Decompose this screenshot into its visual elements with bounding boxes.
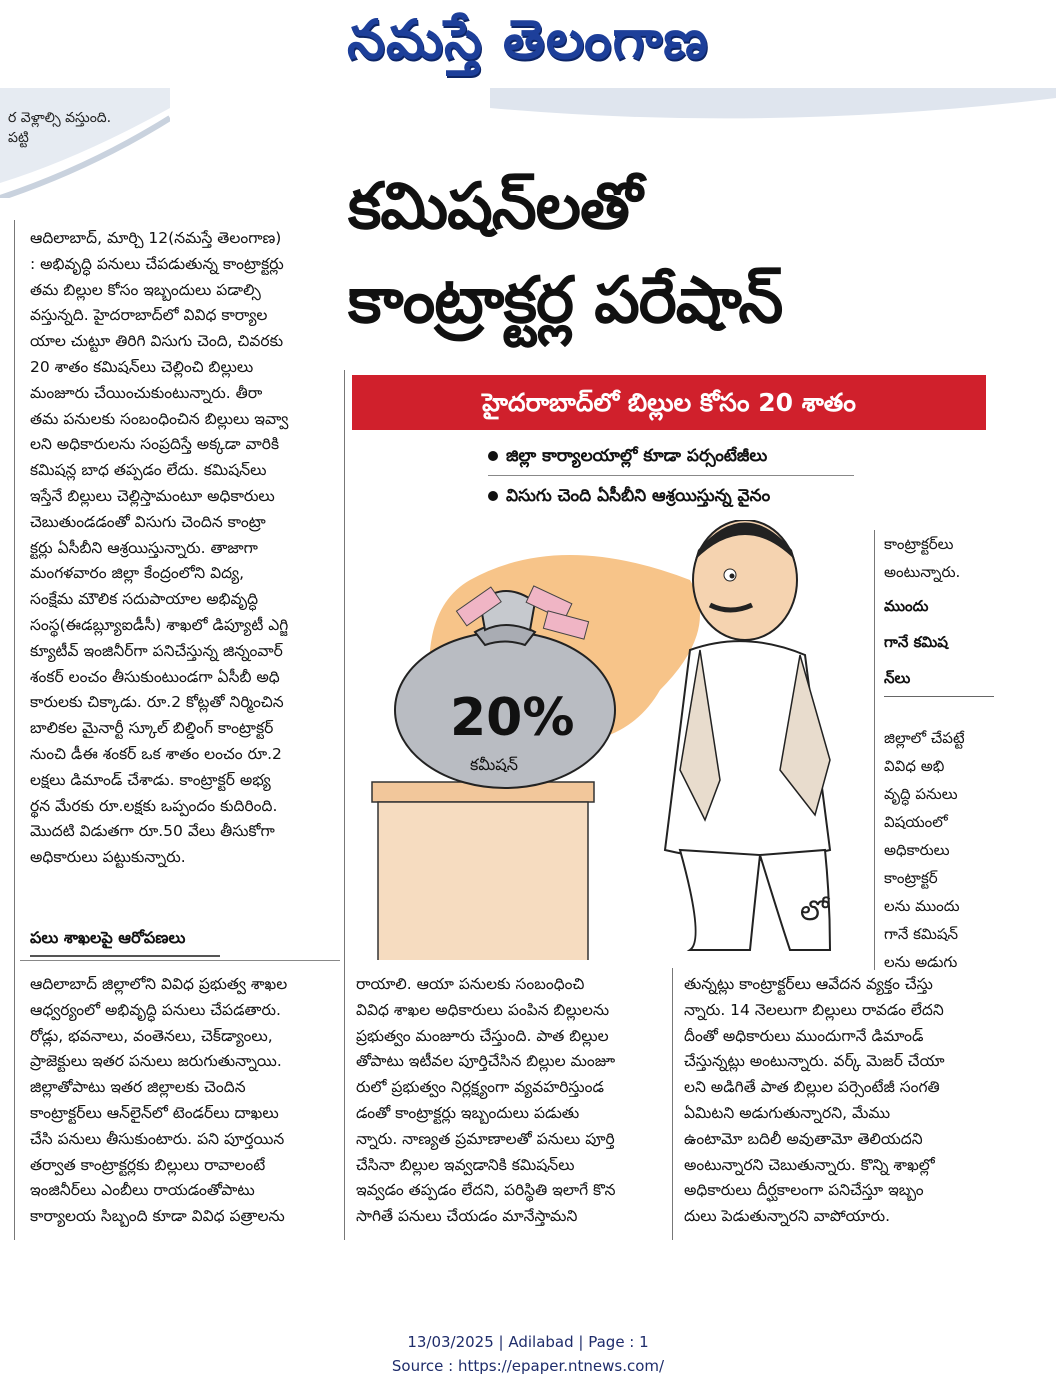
sidebar-body-line: విషయంలో — [884, 813, 948, 831]
top-fragment-line2: పట్టి — [8, 130, 29, 146]
column1-line: మంజూరు చేయించుకుంటున్నారు. తీరా — [30, 383, 263, 402]
column1-line: లని అధికారులను సంప్రదిస్తే అక్కడా వారికి — [30, 435, 280, 454]
sidebar-subhead — [884, 588, 994, 696]
column3-line: ఏమిటని అడుగుతున్నారని, మేము — [684, 1103, 891, 1122]
bag-percent-label: 20% — [450, 688, 575, 748]
column1-line: ఇస్తేనే బిల్లులు చెల్లిస్తామంటూ అధికారులు — [30, 486, 275, 505]
column1-line: చెబుతుండడంతో విసుగు చెందిన కాంట్రా — [30, 512, 266, 531]
column1b-line: జిల్లాతోపాటు ఇతర జిల్లాలకు చెందిన — [30, 1078, 246, 1097]
footer-source-link[interactable]: Source : https://epaper.ntnews.com/ — [391, 1357, 665, 1375]
column1b-line: కాంట్రాక్టర్‌లు ఆన్‌లైన్‌లో టెండర్‌లు దాఖలు — [30, 1103, 279, 1122]
column1-line: తమ బిల్లుల కోసం ఇబ్బందులు పడాల్సి — [30, 280, 261, 299]
top-swoosh-graphic — [490, 88, 1056, 128]
column1-line: యాల చుట్టూ తిరిగి విసుగు చెంది, చివరకు — [30, 332, 284, 351]
column1b-line: ఇంజినీర్‌లు ఎంబీలు రాయడంతోపాటు — [30, 1181, 255, 1200]
column1-line: ఆదిలాబాద్, మార్చి 12(నమస్తే తెలంగాణ) — [30, 229, 282, 247]
article-column-1 — [30, 226, 335, 871]
column1-line: వస్తున్నది. హైదరాబాద్‌లో వివిధ కార్యాల — [30, 306, 268, 325]
column-divider — [344, 370, 345, 1240]
bullet-dot-icon — [488, 451, 498, 461]
column1-line: సంస్థ(ఈడబ్ల్యూఐడీసీ) శాఖలో డిప్యూటీ ఎగ్జి — [30, 615, 289, 634]
column3-line: ఉంటామో బదిలీ అవుతామో తెలియదని — [684, 1129, 923, 1148]
sidebar-subhead-line: గానే కమిష — [884, 633, 948, 651]
headline-line2: కాంట్రాక్టర్ల పరేషాన్ — [348, 264, 783, 338]
article-column-2 — [356, 972, 664, 1230]
masthead-title: నమస్తే తెలంగాణ — [347, 8, 709, 71]
column-divider — [672, 968, 673, 1240]
bullet-text-2: విసుగు చెంది ఏసీబీని ఆశ్రయిస్తున్న వైనం — [506, 486, 771, 506]
column2-line: రులో ప్రభుత్వం నిర్లక్ష్యంగా వ్యవహరిస్తుండ — [356, 1078, 604, 1097]
sidebar-body — [884, 724, 994, 976]
column2-line: చేసినా బిల్లుల ఇవ్వడానికి కమిషన్‌లు — [356, 1155, 575, 1174]
column1-line: 20 శాతం కమిషన్‌లు చెల్లించి బిల్లులు — [30, 357, 254, 376]
column3-line: అధికారులు దీర్ఘకాలంగా పనిచేస్తూ ఇబ్బం — [684, 1181, 924, 1200]
article-column-1-cont — [30, 972, 335, 1230]
column1-line: లక్షలు డిమాండ్ చేశాడు. కాంట్రాక్టర్ అభ్య — [30, 770, 271, 789]
column1-line: మొదటి విడుతగా రూ.50 వేలు తీసుకోగా — [30, 822, 275, 841]
article-column-3 — [684, 972, 988, 1230]
column1-line: మంగళవారం జిల్లా కేంద్రంలోని విద్య, — [30, 564, 245, 583]
column1-line: అధికారులు పట్టుకున్నారు. — [30, 848, 186, 867]
column1-line: ర్థన మేరకు రూ.లక్షకు ఒప్పందం కుదిరింది. — [30, 796, 278, 815]
sidebar-body-line: గానే కమిషన్ — [884, 925, 959, 943]
column1b-line: చేసి పనులు తీసుకుంటారు. పని పూర్తయిన — [30, 1129, 285, 1148]
column1-line: కమిషన్ల బాధ తప్పడం లేదు. కమిషన్‌లు — [30, 461, 267, 480]
column3-line: అంటున్నారని చెబుతున్నారు. కొన్ని శాఖల్లో — [684, 1155, 935, 1174]
sidebar-body-line: లను అడుగు — [884, 953, 958, 971]
column3-line: దీంతో అధికారులు ముందుగానే డిమాండ్ — [684, 1026, 924, 1045]
top-fragment-line1: ర వెళ్లాల్సి వస్తుంది. — [8, 110, 112, 126]
headline-line1: కమిషన్‌లతో — [348, 170, 642, 244]
sidebar-subhead-line: న్‌లు — [884, 669, 911, 687]
column2-line: రాయాలి. ఆయా పనులకు సంబంధించి — [356, 975, 585, 993]
section-rule — [20, 960, 340, 961]
column1-line: సంక్షేమ మౌలిక సదుపాయాల అభివృద్ధి — [30, 590, 259, 609]
bullet-item-1 — [488, 446, 854, 476]
column1-line: నుంచి డీఈ శంకర్ ఒక శాతం లంచం రూ.2 — [30, 744, 282, 763]
sidebar-rule — [884, 696, 994, 697]
bullet-text-1: జిల్లా కార్యాలయాల్లో కూడా పర్సంటేజీలు — [506, 446, 768, 466]
column1-line: క్యూటీవ్ ఇంజినీర్‌గా పనిచేస్తున్న జిన్నంవార్ — [30, 641, 283, 660]
bullet-dot-icon — [488, 491, 498, 501]
sidebar-top-line: కాంట్రాక్టర్‌లు — [884, 535, 954, 553]
column2-line: ఇవ్వడం తప్పడం లేదని, పరిస్థితి ఇలాగే కొన — [356, 1181, 616, 1200]
column3-line: చేస్తున్నట్లు అంటున్నారు. వర్క్ మెజర్ చేయా — [684, 1052, 945, 1071]
footer-date-edition: 13/03/2025 | Adilabad | Page : 1 — [407, 1333, 649, 1351]
sidebar-subhead-line: ముందు — [884, 597, 929, 615]
column3-line: న్నారు. 14 నెలలుగా బిల్లులు రావడం లేదని — [684, 1000, 944, 1019]
cartoon-illustration — [360, 520, 870, 960]
column3-line: తున్నట్లు కాంట్రాక్టర్‌లు ఆవేదన వ్యక్తం చేస్తు — [684, 975, 933, 993]
column1-left-divider — [14, 220, 15, 1240]
sidebar-body-line: వివిధ అభి — [884, 757, 945, 775]
column1-line: : అభివృద్ధి పనులు చేపడుతున్న కాంట్రాక్టర్లు — [30, 254, 284, 273]
column2-line: సాగితే పనులు చేయడం మానేస్తామని — [356, 1207, 578, 1226]
sidebar-top-line: అంటున్నారు. — [884, 563, 961, 581]
sidebar-body-line: వృద్ధి పనులు — [884, 785, 958, 803]
sidebar-top — [884, 530, 994, 586]
column1-line: క్టర్లు ఏసీబీని ఆశ్రయిస్తున్నారు. తాజాగా — [30, 538, 258, 557]
subheadline-band: హైదరాబాద్‌లో బిల్లుల కోసం 20 శాతం — [352, 375, 986, 430]
sidebar-body-line: జిల్లాలో చేపట్టే — [884, 729, 965, 747]
section-subhead: పలు శాఖలపై ఆరోపణలు — [30, 928, 220, 957]
sidebar-divider — [874, 530, 875, 970]
column1b-line: ఆధ్వర్యంలో అభివృద్ధి పనులు చేపడతారు. — [30, 1000, 281, 1019]
column2-line: న్నారు. నాణ్యత ప్రమాణాలతో పనులు పూర్తి — [356, 1129, 615, 1148]
bullet-item-2 — [488, 486, 854, 515]
column1b-line: రోడ్లు, భవనాలు, వంతెనలు, చెక్‌డ్యాంలు, — [30, 1026, 273, 1045]
column1b-line: కార్యాలయ సిబ్బంది కూడా వివిధ పత్రాలను — [30, 1207, 285, 1226]
column1-line: కారులకు చిక్కాడు. రూ.2 కోట్లతో నిర్మించిన — [30, 693, 284, 712]
column1-line: శంకర్ లంచం తీసుకుంటుండగా ఏసీబీ అధి — [30, 667, 280, 686]
column2-line: వివిధ శాఖల అధికారులు పంపిన బిల్లులను — [356, 1000, 610, 1019]
column3-line: దులు పెడుతున్నారని వాపోయారు. — [684, 1207, 891, 1226]
column1b-line: ప్రాజెక్టులు ఇతర పనులు జరుగుతున్నాయి. — [30, 1052, 282, 1071]
column2-line: ప్రభుత్వం మంజూరు చేస్తుంది. పాత బిల్లుల — [356, 1026, 609, 1045]
sidebar-body-line: లను ముందు — [884, 897, 960, 915]
cartoonist-signature: లో — [800, 894, 829, 927]
column1-line: బాలికల మైనార్టీ స్కూల్ బిల్డింగ్ కాంట్రాక్టర్ — [30, 719, 274, 738]
sidebar-body-line: అధికారులు — [884, 841, 950, 859]
sidebar-body-line: కాంట్రాక్టర్ — [884, 869, 938, 887]
column1b-line: తర్వాత కాంట్రాక్టర్లకు బిల్లులు రావాలంటే — [30, 1155, 266, 1174]
column1b-line: ఆదిలాబాద్ జిల్లాలోని వివిధ ప్రభుత్వ శాఖల — [30, 975, 288, 993]
column1-line: తమ పనులకు సంబంధించిన బిల్లులు ఇవ్వా — [30, 409, 289, 428]
column2-line: తోపాటు ఇటీవల పూర్తిచేసిన బిల్లుల మంజూ — [356, 1052, 616, 1071]
column3-line: లని అడిగితే పాత బిల్లుల పర్సెంటేజీ సంగతి — [684, 1078, 940, 1097]
column2-line: డంతో కాంట్రాక్టర్లు ఇబ్బందులు పడుతు — [356, 1103, 580, 1122]
bag-caption-label: కమీషన్ — [470, 755, 518, 774]
